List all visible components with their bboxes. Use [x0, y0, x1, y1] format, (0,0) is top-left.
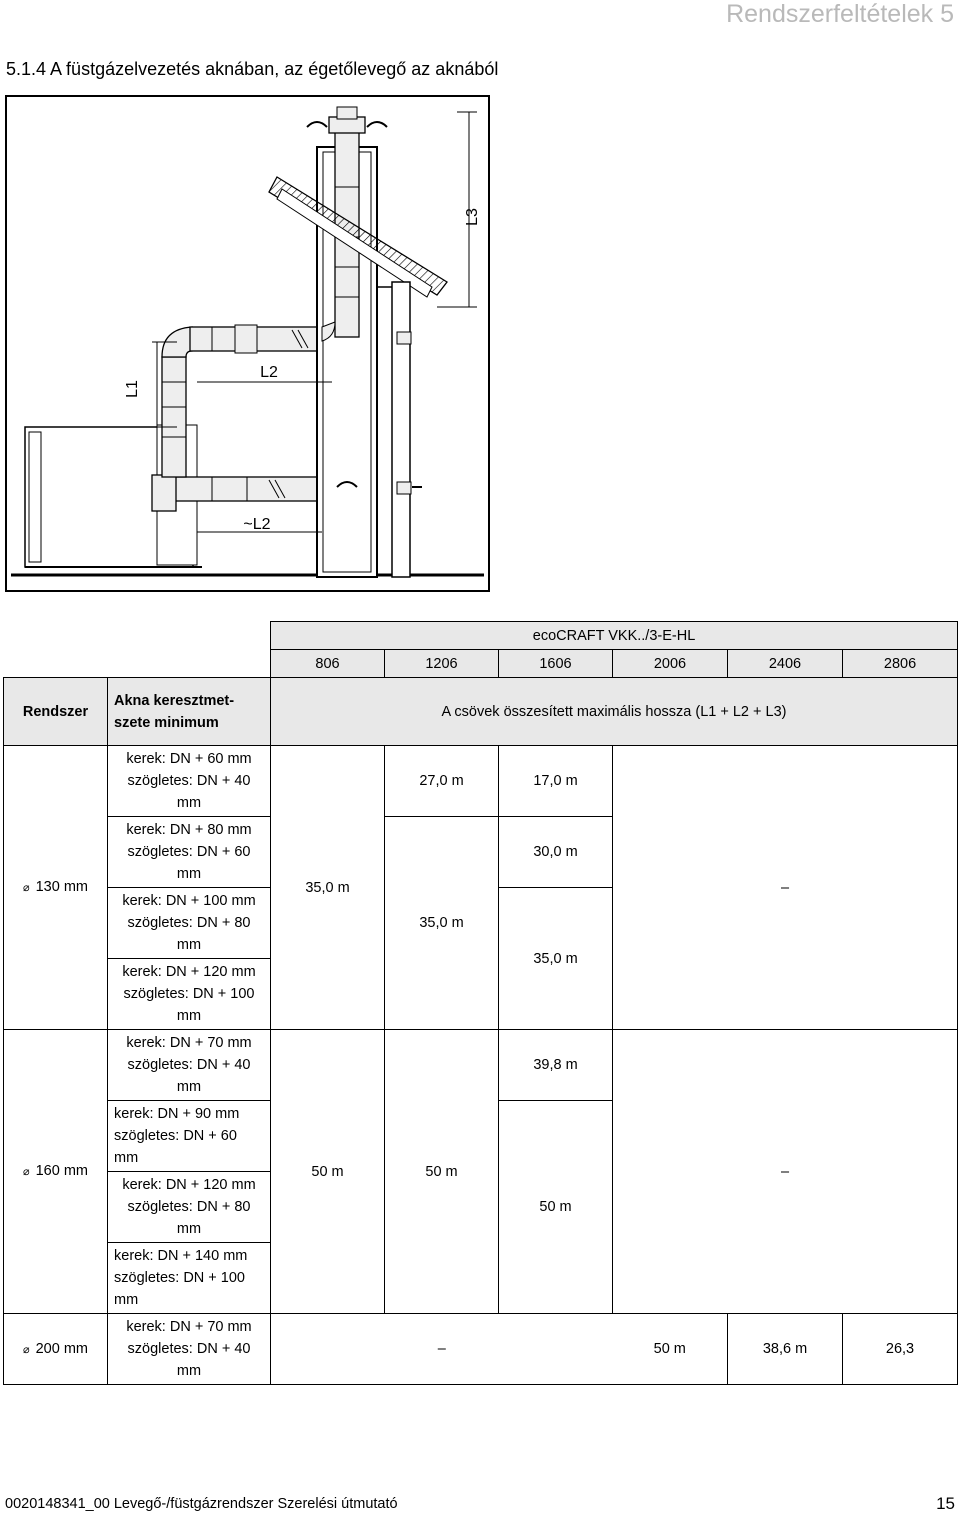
- model-1206: 1206: [385, 650, 499, 678]
- model-2006: 2006: [613, 650, 728, 678]
- val-b-dash: –: [613, 1030, 958, 1314]
- shaft-b4: kerek: DN + 140 mm szögletes: DN + 100 mm: [108, 1243, 271, 1314]
- l3-label: L3: [464, 208, 481, 226]
- val-b-1206: 50 m: [385, 1030, 499, 1314]
- shaft-a1: kerek: DN + 60 mm szögletes: DN + 40 mm: [108, 746, 271, 817]
- section-title: 5.1.4 A füstgázelvezetés aknában, az égetőlevegő az aknából: [6, 59, 499, 79]
- model-806: 806: [271, 650, 385, 678]
- length-header: A csövek összesített maximális hossza (L1 + L2 + L3): [271, 678, 958, 746]
- val-c-2406: 38,6 m: [728, 1314, 843, 1385]
- val-b-1606-r2: 50 m: [499, 1101, 613, 1314]
- dimension-l3: [437, 112, 481, 307]
- header-section: Rendszerfeltételek 5: [726, 0, 954, 28]
- val-c-2006: 50 m: [613, 1314, 728, 1385]
- upper-pipe: [190, 325, 335, 353]
- system-header: Rendszer: [4, 678, 108, 746]
- shaft-a3: kerek: DN + 100 mm szögletes: DN + 80 mm: [108, 888, 271, 959]
- system-160: ⌀ 160 mm: [4, 1030, 108, 1314]
- val-a-1606-r3: 35,0 m: [499, 888, 613, 1030]
- model-1606: 1606: [499, 650, 613, 678]
- val-c-2806: 26,3: [843, 1314, 958, 1385]
- chimney-shaft: [317, 107, 377, 577]
- system-130: ⌀ 130 mm: [4, 746, 108, 1030]
- shaft-b1: kerek: DN + 70 mm szögletes: DN + 40 mm: [108, 1030, 271, 1101]
- val-a-dash: –: [613, 746, 958, 1030]
- model-2806: 2806: [843, 650, 958, 678]
- shaft-a4: kerek: DN + 120 mm szögletes: DN + 100 mm: [108, 959, 271, 1030]
- val-a-1606-r1: 17,0 m: [499, 746, 613, 817]
- val-b-806: 50 m: [271, 1030, 385, 1314]
- page-number: 15: [936, 1494, 955, 1513]
- installation-diagram: [5, 95, 490, 592]
- val-c-dash: –: [271, 1314, 613, 1385]
- shaft-a2: kerek: DN + 80 mm szögletes: DN + 60 mm: [108, 817, 271, 888]
- val-a-1606-r2: 30,0 m: [499, 817, 613, 888]
- l1-label: L1: [124, 380, 141, 398]
- system-200: ⌀ 200 mm: [4, 1314, 108, 1385]
- dimension-l2: [197, 364, 332, 382]
- product-header: ecoCRAFT VKK../3-E-HL: [271, 622, 958, 650]
- val-a-1206-r1: 27,0 m: [385, 746, 499, 817]
- l2-approx-label: ~L2: [243, 516, 271, 533]
- shaft-b2: kerek: DN + 90 mm szögletes: DN + 60 mm: [108, 1101, 271, 1172]
- shaft-b3: kerek: DN + 120 mm szögletes: DN + 80 mm: [108, 1172, 271, 1243]
- l2-label: L2: [260, 364, 278, 381]
- shaft-header: Akna keresztmet-szete minimum: [108, 678, 271, 746]
- spec-table: [3, 621, 958, 1385]
- val-a-1206-r2: 35,0 m: [385, 817, 499, 1030]
- building-wall: [377, 282, 411, 577]
- val-b-1606-r1: 39,8 m: [499, 1030, 613, 1101]
- model-2406: 2406: [728, 650, 843, 678]
- dimension-l2-approx: [197, 516, 322, 533]
- val-a-806: 35,0 m: [271, 746, 385, 1030]
- shaft-c1: kerek: DN + 70 mm szögletes: DN + 40 mm: [108, 1314, 271, 1385]
- footer-doc: 0020148341_00 Levegő-/füstgázrendszer Szerelési útmutató: [5, 1496, 398, 1512]
